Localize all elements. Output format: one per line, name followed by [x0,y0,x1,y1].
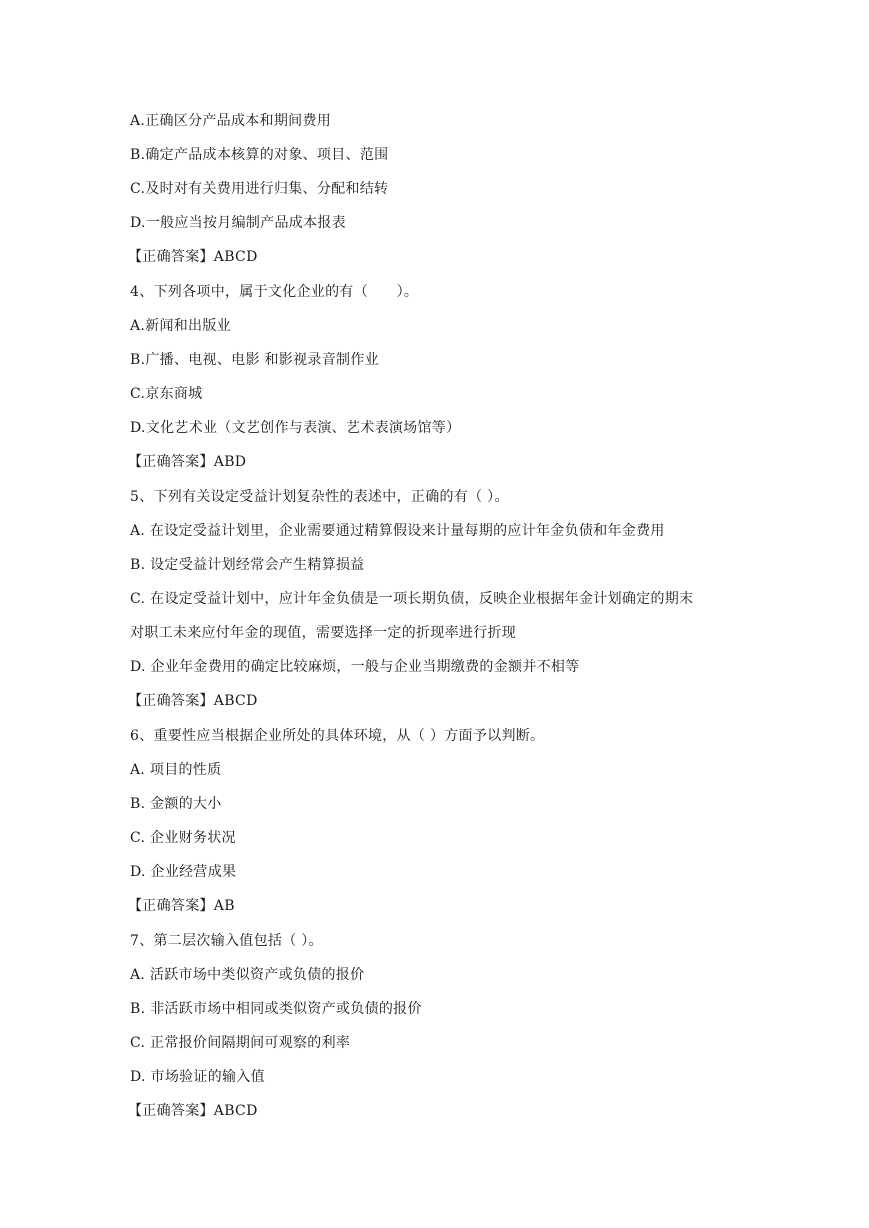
answer-text: 【正确答案】ABD [128,454,247,470]
option-d-text: D.一般应当按月编制产品成本报表 [130,215,346,231]
option-b-text: B. 金额的大小 [130,796,222,812]
question-5-text: 5、下列有关设定受益计划复杂性的表述中，正确的有（ ）。 [130,489,509,505]
option-a-text: A. 项目的性质 [130,762,222,778]
option-a-text: A.新闻和出版业 [130,318,231,334]
option-a-text: A.正确区分产品成本和期间费用 [130,113,332,129]
option-a-text: A. 活跃市场中类似资产或负债的报价 [130,967,365,983]
option-d-text: D.文化艺术业（文艺创作与表演、艺术表演场馆等） [130,420,461,436]
option-b-text: B. 非活跃市场中相同或类似资产或负债的报价 [130,1001,422,1017]
question-4-text: 4、下列各项中，属于文化企业的有（ ）。 [130,284,419,300]
option-d-text: D. 市场验证的输入值 [130,1069,265,1085]
answer-text: 【正确答案】ABCD [128,1103,258,1119]
option-c-text: C.及时对有关费用进行归集、分配和结转 [130,181,389,197]
answer-text: 【正确答案】ABCD [128,693,258,709]
answer-text: 【正确答案】AB [128,898,235,914]
question-7-text: 7、第二层次输入值包括（ ）。 [130,933,323,949]
option-c-continuation-text: 对职工未来应付年金的现值，需要选择一定的折现率进行折现 [130,625,517,641]
option-c-text: C.京东商城 [130,386,203,402]
option-c-text: C. 企业财务状况 [130,830,236,846]
option-d-text: D. 企业经营成果 [130,864,237,880]
option-b-text: B. 设定受益计划经常会产生精算损益 [130,557,365,573]
option-b-text: B.确定产品成本核算的对象、项目、范围 [130,147,389,163]
option-a-text: A. 在设定受益计划里，企业需要通过精算假设来计量每期的应计年金负债和年金费用 [130,523,665,539]
question-6-text: 6、重要性应当根据企业所处的具体环境，从（ ）方面予以判断。 [130,728,545,744]
option-c-text: C. 在设定受益计划中，应计年金负债是一项长期负债，反映企业根据年金计划确定的期末 [130,591,694,607]
option-b-text: B.广播、电视、电影 和影视录音制作业 [130,352,379,368]
option-c-text: C. 正常报价间隔期间可观察的利率 [130,1035,351,1051]
answer-text: 【正确答案】ABCD [128,249,258,265]
option-d-text: D. 企业年金费用的确定比较麻烦，一般与企业当期缴费的金额并不相等 [130,659,580,675]
